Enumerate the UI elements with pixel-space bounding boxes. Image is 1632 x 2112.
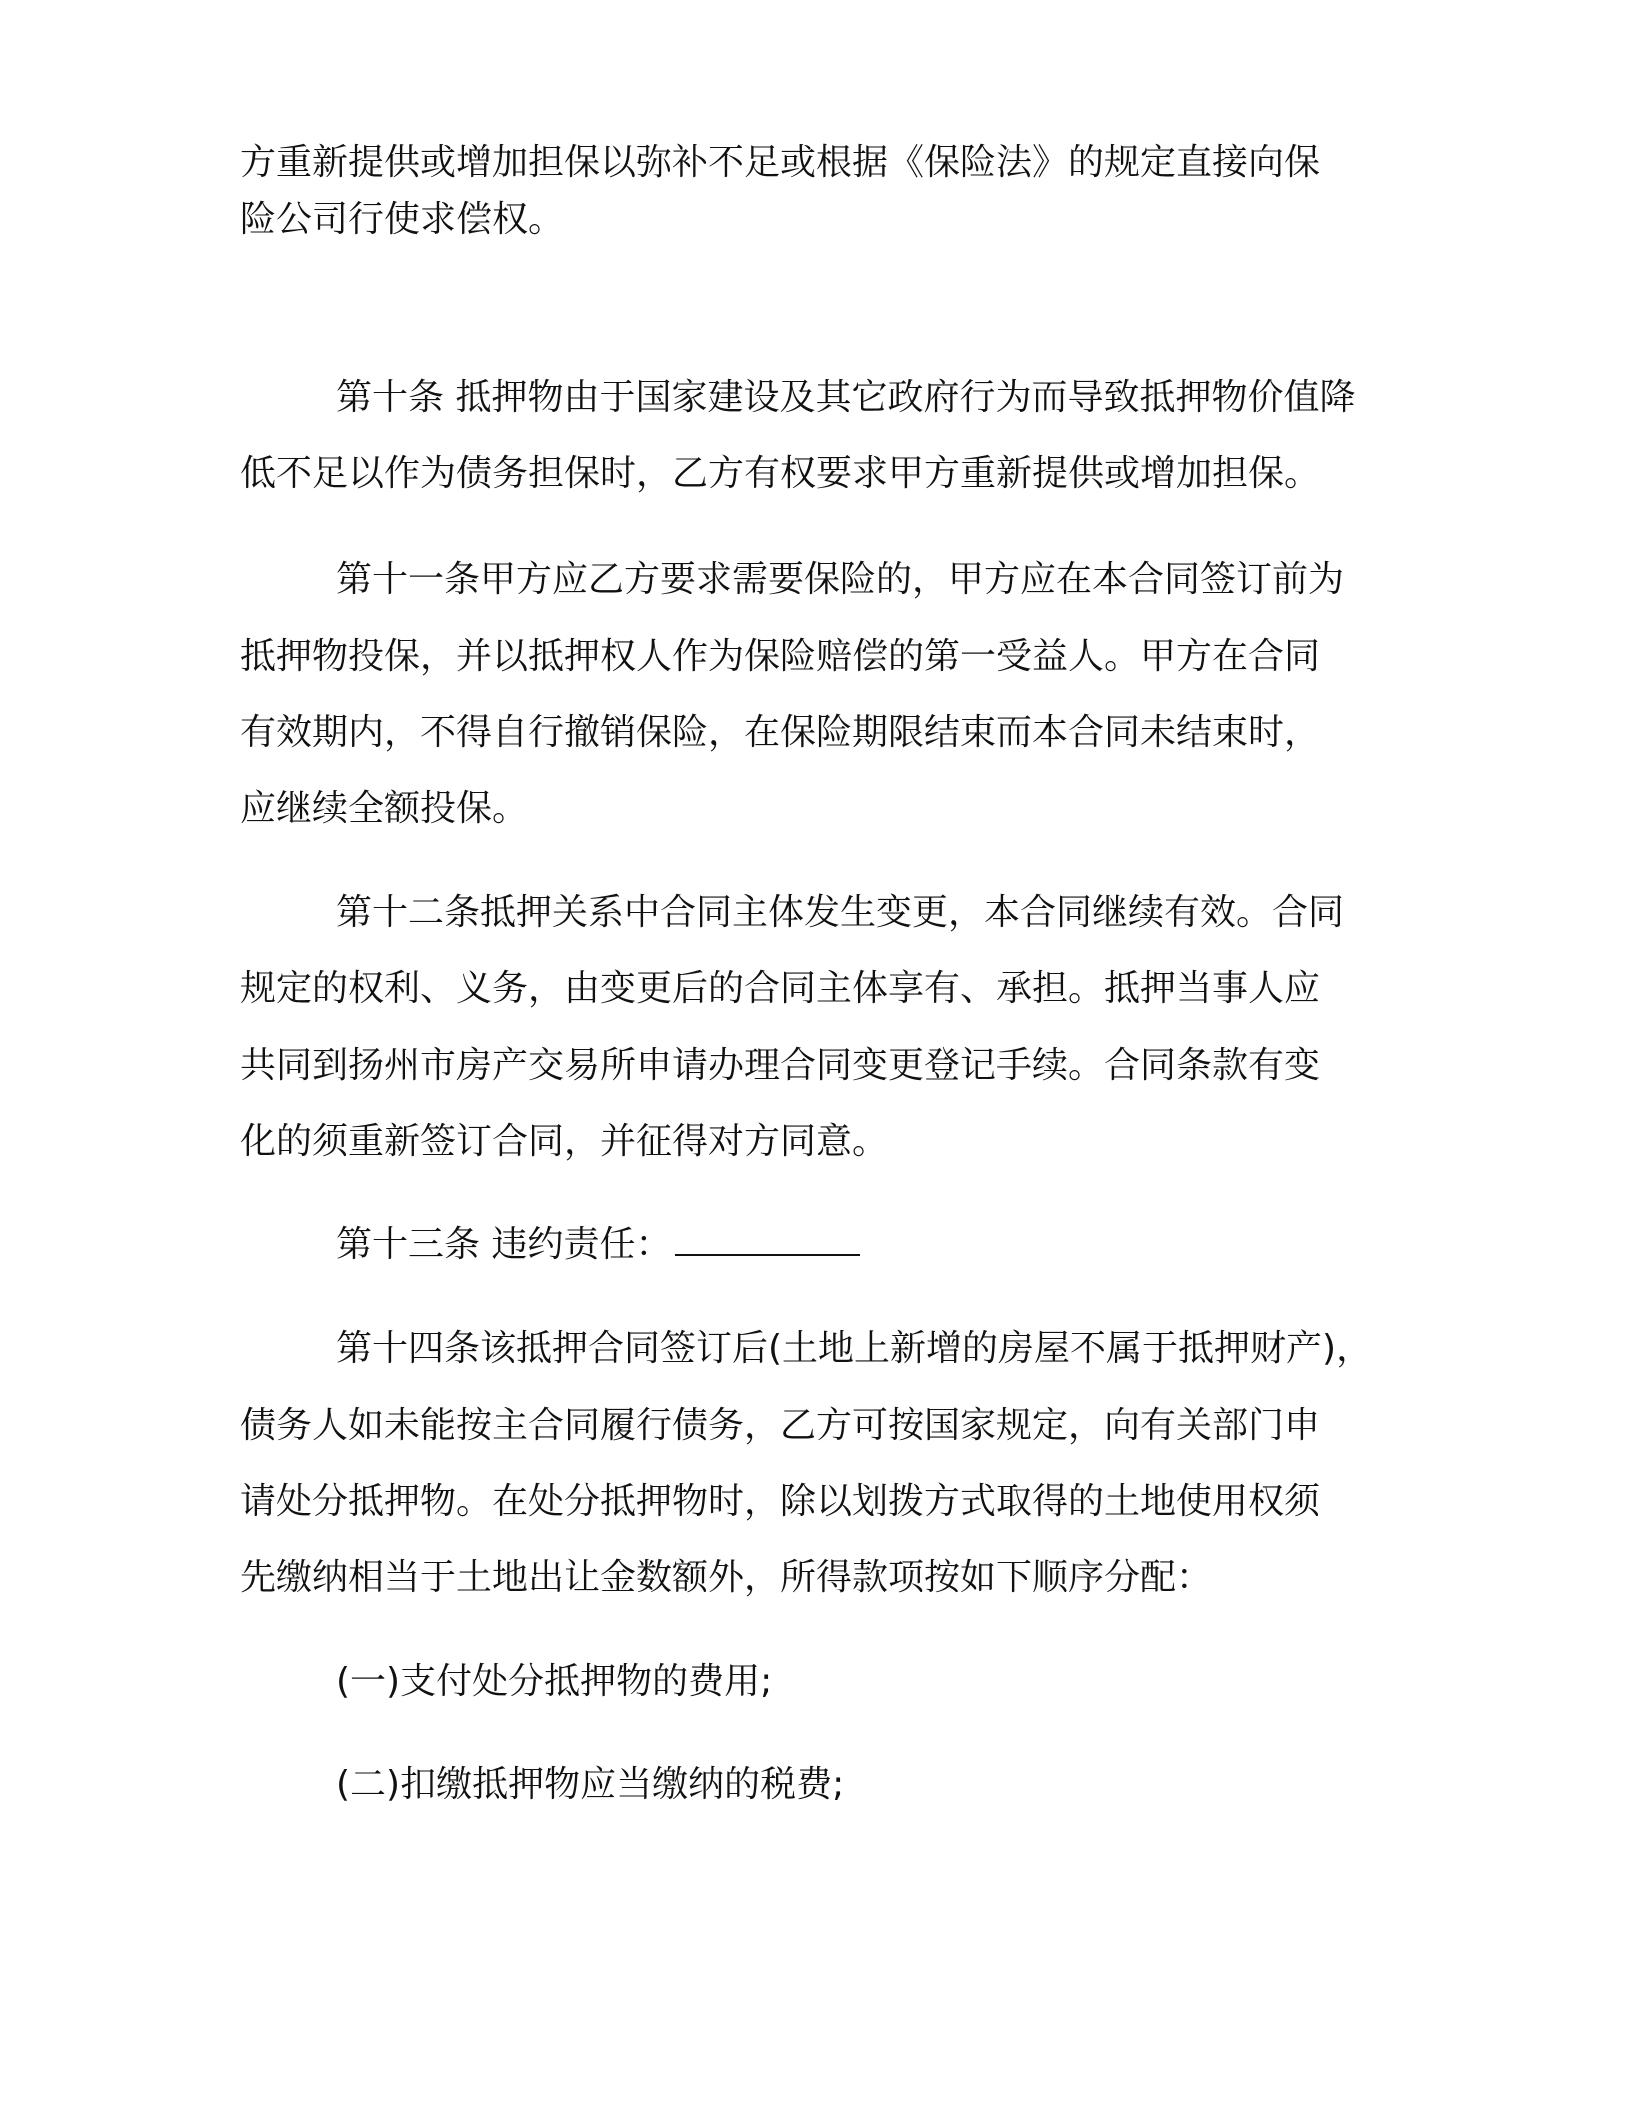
paragraph-line: 抵押物投保，并以抵押权人作为保险赔偿的第一受益人。甲方在合同 [240,636,1321,677]
paragraph-line: 有效期内，不得自行撤销保险，在保险期限结束而本合同未结束时， [240,712,1321,753]
paragraph-line: 化的须重新签订合同，并征得对方同意。 [240,1121,889,1162]
paragraph-line: 共同到扬州市房产交易所申请办理合同变更登记手续。合同条款有变 [240,1045,1321,1086]
article-12-line: 第十二条抵押关系中合同主体发生变更，本合同继续有效。合同 [336,892,1345,933]
paragraph-line: 险公司行使求偿权。 [240,199,565,240]
article-11-line: 第十一条甲方应乙方要求需要保险的，甲方应在本合同签订前为 [336,559,1345,600]
paragraph-line: 先缴纳相当于土地出让金数额外，所得款项按如下顺序分配： [240,1557,1213,1598]
article-14-line: 第十四条该抵押合同签订后(土地上新增的房屋不属于抵押财产)， [336,1328,1373,1369]
paragraph-line: 规定的权利、义务，由变更后的合同主体享有、承担。抵押当事人应 [240,968,1321,1009]
list-item-1: (一)支付处分抵押物的费用; [336,1661,773,1702]
blank-fill-line [675,1224,860,1256]
list-item-2: (二)扣缴抵押物应当缴纳的税费; [336,1764,845,1805]
paragraph-line: 低不足以作为债务担保时，乙方有权要求甲方重新提供或增加担保。 [240,453,1321,494]
article-13-row [336,1222,860,1268]
paragraph-line: 请处分抵押物。在处分抵押物时，除以划拨方式取得的土地使用权须 [240,1481,1321,1522]
paragraph-line: 应继续全额投保。 [240,788,529,829]
article-10-line: 第十条 抵押物由于国家建设及其它政府行为而导致抵押物价值降 [336,377,1356,418]
paragraph-line: 债务人如未能按主合同履行债务，乙方可按国家规定，向有关部门申 [240,1405,1321,1446]
article-13-label: 第十三条 违约责任： [336,1224,672,1265]
paragraph-line: 方重新提供或增加担保以弥补不足或根据《保险法》的规定直接向保 [240,142,1321,183]
